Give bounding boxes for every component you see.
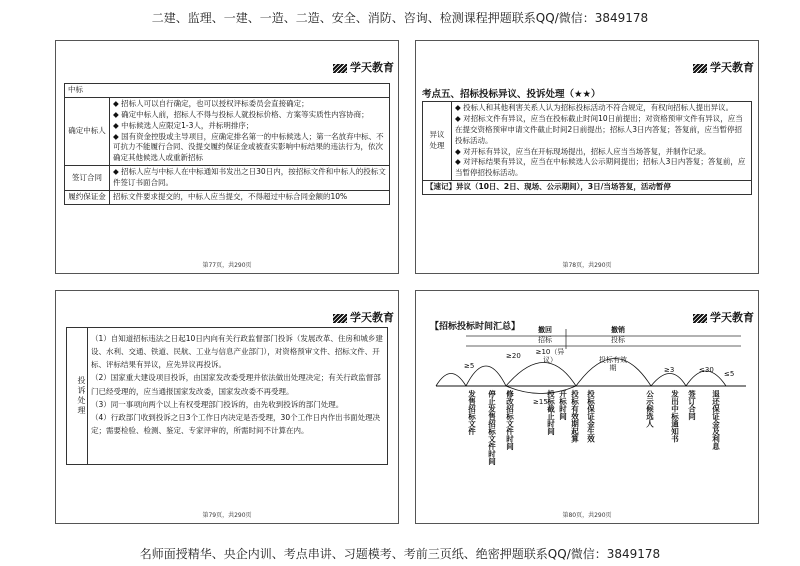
interval-label: ≤5 xyxy=(724,370,735,378)
complaint-box xyxy=(66,327,388,465)
interval-arc xyxy=(506,363,576,387)
brand-logo: 学天教育 xyxy=(693,309,754,325)
list-item: （1）自知道招标违法之日起10日内向有关行政监督部门投诉（发展改革、住房和城乡建设、水利、交通、铁道、民航、工业与信息产业部门），对资格预审文件、招标文件、开标、评标结果有异议，应先异议再投诉。 xyxy=(91,334,383,370)
list-item: ◆ 中标候选人应限定1-3人，并标明排序； xyxy=(113,120,254,130)
milestone-label: 投标保证金生效 xyxy=(586,390,596,443)
list-item: ◆ 国有资金控股或主导项目，应确定排名第一的中标候选人；第一名放弃中标、不可抗力不能履行合同、没提交履约保证金或被查实影响中标结果的违法行为，依次确定其他候选人或重新招标 xyxy=(113,131,384,163)
list-item: ◆ 对招标文件有异议，应当在投标截止时间10日前提出；对资格预审文件有异议，应当在提交资格预审申请文件截止时间2日前提出；招标人3日内答复；答复前，应当暂停招投标活动。 xyxy=(455,113,743,145)
brand-logo: 学天教育 xyxy=(333,309,394,325)
milestone-label: 投标有效期起算 xyxy=(570,390,580,443)
row-label: 履约保证金 xyxy=(65,190,110,204)
diagram-title: 【招标投标时间汇总】 xyxy=(430,322,521,332)
page-header: 二建、监理、一建、一造、二造、安全、消防、咨询、检测课程押题联系QQ/微信：3849178 xyxy=(151,11,649,25)
page-footer: 名师面授精华、央企内训、考点串讲、习题模考、考前三页纸、绝密押题联系QQ/微信：3849178 xyxy=(139,547,661,561)
page-number: 第80页，共290页 xyxy=(562,512,612,519)
list-item: （3）同一事项向两个以上有权受理部门投诉的，由先收到投诉的部门处理。 xyxy=(91,399,344,409)
interval-label: ≥5 xyxy=(464,362,475,370)
milestone-label: 修改招标文件时间 xyxy=(505,390,515,450)
milestone-label: 发售招标文件 xyxy=(467,390,477,435)
row-content xyxy=(91,332,383,437)
section-title: 考点五、招标投标异议、投诉处理（★★） xyxy=(422,89,601,100)
objection-table xyxy=(422,101,752,195)
row-label: 投诉处理 xyxy=(67,328,88,464)
list-item: ◆ 对评标结果有异议，应当在中标候选人公示期间提出；招标人3日内答复；答复前，应当暂停招投标活动。 xyxy=(455,157,746,178)
logo-icon xyxy=(333,314,347,323)
page-number: 第77页，共290页 xyxy=(202,262,252,269)
section-label: 投标 xyxy=(611,336,625,344)
row-content: ◆ 招标人应与中标人在中标通知书发出之日30日内，按招标文件和中标人的投标文件签订书面合同。 xyxy=(110,166,390,191)
row-label: 异议处理 xyxy=(423,102,452,181)
award-table xyxy=(64,83,390,205)
milestone-label: 公示候选人 xyxy=(645,390,655,428)
interval-label: ≥15 xyxy=(533,398,548,406)
logo-icon xyxy=(693,64,707,73)
interval-label: ≥3 xyxy=(664,366,675,374)
list-item: ◆ 对开标有异议，应当在开标现场提出，招标人应当当场答复，并制作记录。 xyxy=(455,146,711,156)
milestone-label: 发出中标通知书 xyxy=(670,390,680,443)
milestone-label: 开标时间 xyxy=(558,390,568,420)
list-item: ◆ 确定中标人前，招标人不得与投标人就投标价格、方案等实质性内容协商； xyxy=(113,109,369,119)
list-item: （2）国家重大建设项目投诉，由国家发改委受理并依法做出处理决定；有关行政监督部门已经受理的，应当通报国家发改委，国家发改委不再受理。 xyxy=(91,373,381,396)
slide-panel-1 xyxy=(55,40,399,274)
row-label: 签订合同 xyxy=(65,166,110,191)
interval-label: 投标有效期 xyxy=(599,356,627,372)
milestone-label: 投标截止时间 xyxy=(546,390,556,435)
interval-label: ≥10（异议） xyxy=(535,348,565,364)
logo-icon xyxy=(333,64,347,73)
section-label: 招标 xyxy=(538,336,552,344)
page-number: 第79页，共290页 xyxy=(202,512,252,519)
list-item: ◆ 投标人和其他利害关系人认为招标投标活动不符合规定，有权向招标人提出异议。 xyxy=(455,103,734,112)
milestone-label: 签订合同 xyxy=(687,390,697,420)
interval-arc xyxy=(436,374,466,387)
row-content xyxy=(110,97,390,165)
slide-panel-2 xyxy=(415,40,759,274)
interval-label: ≥20 xyxy=(506,352,521,360)
brand-logo: 学天教育 xyxy=(693,59,754,75)
row-content: 招标文件要求提交的，中标人应当提交，不得超过中标合同金额的10% xyxy=(110,190,390,204)
row-label: 确定中标人 xyxy=(65,97,110,165)
list-item: （4）行政部门收到投诉之日3个工作日内决定是否受理，30个工作日内作出书面处理决定；需要检验、检测、鉴定、专家评审的，所需时间不计算在内。 xyxy=(91,412,381,435)
list-item: ◆ 招标人可以自行确定，也可以授权评标委员会直接确定； xyxy=(113,98,309,108)
section-label: 撤销 xyxy=(611,326,625,334)
interval-label: ≤30 xyxy=(699,366,714,374)
section-label: 撤回 xyxy=(538,326,552,334)
memo-line: 【速记】异议（10日、2日、现场、公示期间），3日/当场答复，活动暂停 xyxy=(423,181,752,195)
slide-panel-3 xyxy=(55,290,399,524)
page-number: 第78页，共290页 xyxy=(562,262,612,269)
milestone-label: 停止发售招标文件时间 xyxy=(487,390,497,465)
row-content xyxy=(452,102,752,181)
brand-logo: 学天教育 xyxy=(333,59,394,75)
milestone-label: 退还保证金及利息 xyxy=(711,390,721,450)
interval-arc xyxy=(651,374,686,387)
table-title: 中标 xyxy=(65,84,390,98)
slide-panel-4 xyxy=(415,290,759,524)
